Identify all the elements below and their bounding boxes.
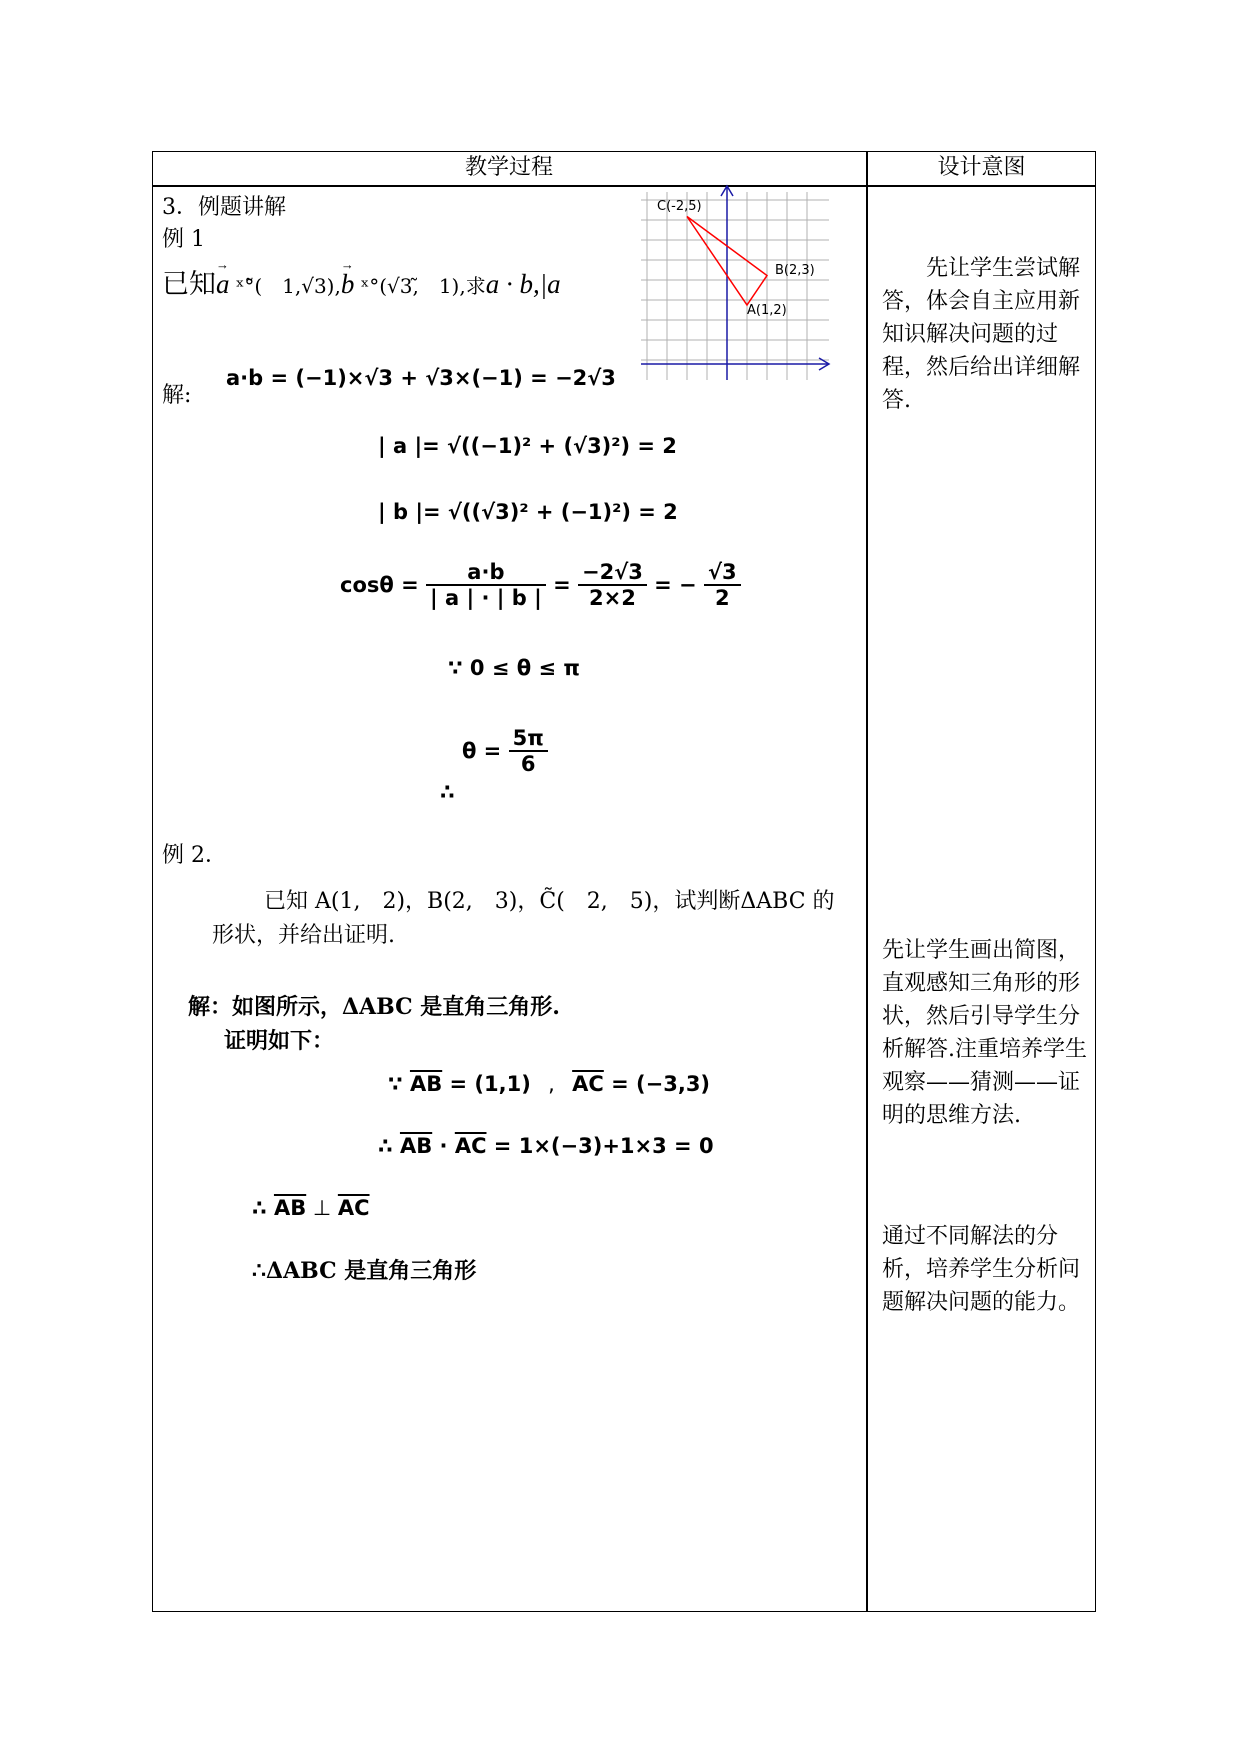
label-c: C(-2,5): [657, 199, 702, 214]
design-note-1: 先让学生尝试解答，体会自主应用新知识解决问题的过程，然后给出详细解答.: [882, 256, 1081, 413]
section-title: 3．例题讲解: [162, 195, 286, 220]
solution-line-dot-product: a·b = (−1)×√3 + √3×(−1) = −2√3: [226, 366, 616, 390]
design-note-3: 通过不同解法的分析，培养学生分析问题解决问题的能力。: [882, 1224, 1081, 1315]
triangle-graph: [641, 184, 833, 380]
example2-conclusion: ∴ΔABC 是直角三角形: [252, 1258, 477, 1284]
example2-label: 例 2．: [162, 843, 227, 868]
axes: [641, 186, 829, 380]
solution-line-norm-a: | a |= √((−1)² + (√3)²) = 2: [378, 434, 677, 458]
example2-step-perpendicular: ∴ $\overline{AB}$ ⊥ $\overline{AC}$: [252, 1196, 370, 1220]
column-divider: [866, 151, 868, 1612]
example2-problem-line1: 已知 A(1, 2)，B(2, 3)，C̃( 2, 5)，试判断ΔABC 的: [264, 889, 835, 914]
example1-label: 例 1: [162, 227, 205, 252]
solution-line-cos: cosθ = $\frac{a\cdot b}{| a | \cdot | b |}$ = $\frac{-2√3}{2\times 2}$ = − $\frac{√3}{2}$: [340, 560, 741, 610]
example2-solution-line2: 证明如下：: [224, 1028, 335, 1054]
header-design-intent: 设计意图: [937, 155, 1026, 180]
solution-label: 解:: [162, 383, 192, 408]
example1-problem: 已知→ a ˣ°̃( 1,√3),→ b ˣ°(√3,̃ 1),求a · b,|a: [162, 262, 620, 301]
example2-problem-line2: 形状，并给出证明.: [212, 923, 395, 948]
solution-line-norm-b: | b |= √((√3)² + (−1)²) = 2: [378, 500, 678, 524]
example2-step-vectors: ∵ $\overline{AB} = (1,1)$ , $\overline{AC} = (-3,3)$: [388, 1072, 711, 1096]
design-note-2: 先让学生画出简图，直观感知三角形的形状，然后引导学生分析解答.注重培养学生观察——猜测——证明的思维方法.: [882, 938, 1087, 1128]
label-a: A(1,2): [747, 303, 787, 318]
solution-line-theta-range: ∵ 0 ≤ θ ≤ π: [448, 656, 581, 680]
label-b: B(2,3): [775, 263, 815, 278]
header-divider: [152, 185, 1096, 187]
example2-solution-line1: 解：如图所示，ΔABC 是直角三角形.: [188, 994, 560, 1020]
header-teaching-process: 教学过程: [464, 155, 553, 180]
solution-line-theta: ∴ θ = $\frac{5\pi}{6}$: [440, 726, 548, 776]
example2-step-dot: ∴ $\overline{AB} \cdot \overline{AC} = 1\times(-3)+1\times 3 = 0$: [378, 1134, 714, 1158]
